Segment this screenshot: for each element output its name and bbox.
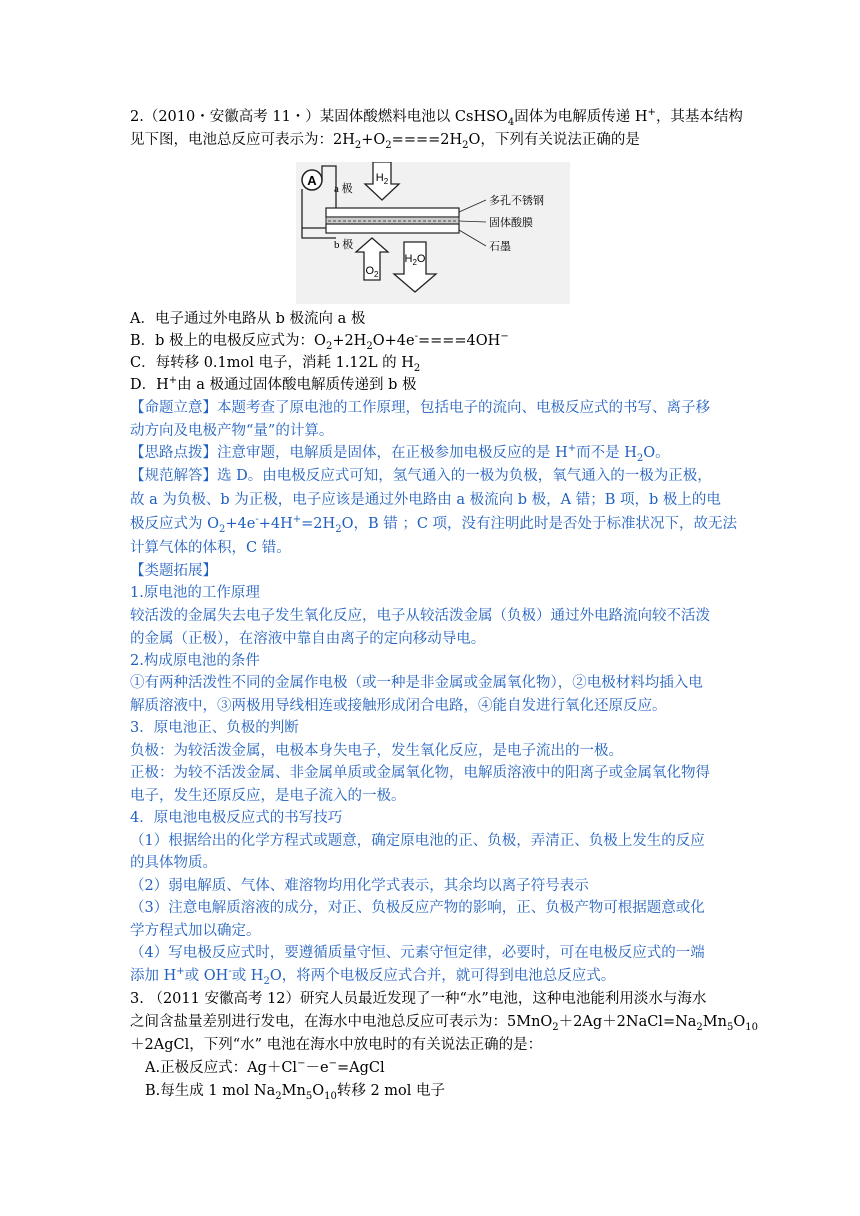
svg-text:A: A [307, 173, 317, 188]
t1-heading: 1.原电池的工作原理 [130, 585, 260, 601]
t1-line1: 较活泼的金属失去电子发生氧化反应，电子从较活泼金属（负极）通过外电路流向较不活泼 [130, 608, 710, 624]
q2-option-c: C．每转移 0.1mol 电子，消耗 1.12L 的 $H_2$ [130, 355, 421, 374]
t2-line2: 解质溶液中，③两极用导线相连或接触形成闭合电路，④能自发进行氧化还原反应。 [130, 698, 667, 714]
q2-option-a: A．电子通过外电路从 b 极流向 a 极 [130, 311, 366, 327]
q3-line2: 之间含盐量差别进行发电，在海水中电池总反应可表示为：$5MnO_2+2Ag+2NaCl=Na_2Mn_5O_{10}$ [130, 1014, 758, 1033]
t4-line2: 的具体物质。 [130, 855, 217, 871]
t3-line2: 正极：为较不活泼金属、非金属单质或金属氧化物，电解质溶液中的阳离子或金属氧化物得 [130, 765, 710, 781]
tuozhan-heading: 【类题拓展】 [130, 563, 217, 579]
svg-text:a 极: a 极 [334, 183, 353, 195]
q2-line1: 2.（2010・安徽高考 11・）某固体酸燃料电池以 CsHSO$_4$固体为电解质传递 H+，其基本结构 [130, 107, 743, 128]
t3-heading: 3．原电池正、负极的判断 [130, 720, 299, 736]
q2-option-d: D．H+由 a 极通过固体酸电解质传递到 b 极 [130, 375, 417, 393]
t2-heading: 2.构成原电池的条件 [130, 653, 260, 669]
q3-option-b: B.每生成 1 mol $Na_2Mn_5O_{10}$转移 2 mol 电子 [145, 1083, 446, 1102]
t3-line3: 电子，发生还原反应，是电子流入的一极。 [130, 788, 406, 804]
svg-text:多孔不锈钢: 多孔不锈钢 [489, 194, 544, 207]
t4-line3: （2）弱电解质、气体、难溶物均用化学式表示，其余均以离子符号表示 [130, 878, 589, 894]
q2-line2: 见下图，电池总反应可表示为：$2H_2+O_2====2H_2O$，下列有关说法正确的是 [130, 132, 640, 151]
mingti-line2: 动方向及电极产物“量”的计算。 [130, 423, 334, 439]
guifan-line1: 【规范解答】选 D。由电极反应式可知，氢气通入的一极为负极，氧气通入的一极为正极， [130, 468, 712, 484]
t1-line2: 的金属（正极），在溶液中靠自由离子的定向移动导电。 [130, 631, 486, 647]
svg-text:H2O: $H_2O$ [404, 253, 426, 267]
guifan-line2: 故 a 为负极、b 为正极，电子应该是通过外电路由 a 极流向 b 极，A 错；B 项，b 极上的电 [130, 492, 721, 508]
t3-line1: 负极：为较活泼金属，电极本身失电子，发生氧化反应，是电子流出的一极。 [130, 743, 623, 759]
t4-line4: （3）注意电解质溶液的成分，对正、负极反应产物的影响，正、负极产物可根据题意或化 [130, 900, 705, 916]
q2-option-b: B．b 极上的电极反应式为：$O_2+2H_2O+4e^-====4OH^-$ [130, 331, 509, 352]
t4-heading: 4．原电池电极反应式的书写技巧 [130, 810, 343, 826]
silu-line: 【思路点拨】注意审题，电解质是固体，在正极参加电极反应的是 H+而不是 $H_2O$。 [130, 443, 670, 464]
svg-text:O2: $O_2$ [365, 265, 379, 279]
t4-line7: 添加 H+或 OH-或 $H_2O$，将两个电极反应式合并，就可得到电池总反应式。 [130, 966, 616, 987]
svg-text:b 极: b 极 [334, 239, 354, 251]
fuel-cell-diagram [296, 162, 570, 304]
guifan-line3: 极反应式为 $O_2+4e^-+4H^+=2H_2O$，B 错 ；C 项，没有注明此时是否处于标准状况下，故无法 [130, 514, 738, 535]
svg-text:H2: $H_2$ [375, 172, 389, 186]
svg-text:石墨: 石墨 [489, 240, 511, 253]
t4-line5: 学方程式加以确定。 [130, 923, 261, 939]
t4-line6: （4）写电极反应式时，要遵循质量守恒、元素守恒定律，必要时，可在电极反应式的一端 [130, 945, 705, 961]
t4-line1: （1）根据给出的化学方程式或题意，确定原电池的正、负极，弄清正、负极上发生的反应 [130, 833, 705, 849]
guifan-line4: 计算气体的体积，C 错。 [130, 540, 291, 556]
q3-line1: 3. （2011 安徽高考 12）研究人员最近发现了一种“水”电池，这种电池能利用淡水与海水 [130, 991, 707, 1007]
q3-option-a: A.正极反应式：Ag＋Cl−－e−=AgCl [145, 1058, 385, 1076]
q3-line3: ＋2AgCl，下列“水” 电池在海水中放电时的有关说法正确的是： [130, 1037, 543, 1053]
t2-line1: ①有两种活泼性不同的金属作电极（或一种是非金属或金属氧化物），②电极材料均插入电 [130, 675, 703, 691]
mingti-line1: 【命题立意】本题考查了原电池的工作原理，包括电子的流向、电极反应式的书写、离子移 [130, 400, 710, 416]
svg-text:固体酸膜: 固体酸膜 [489, 216, 533, 229]
